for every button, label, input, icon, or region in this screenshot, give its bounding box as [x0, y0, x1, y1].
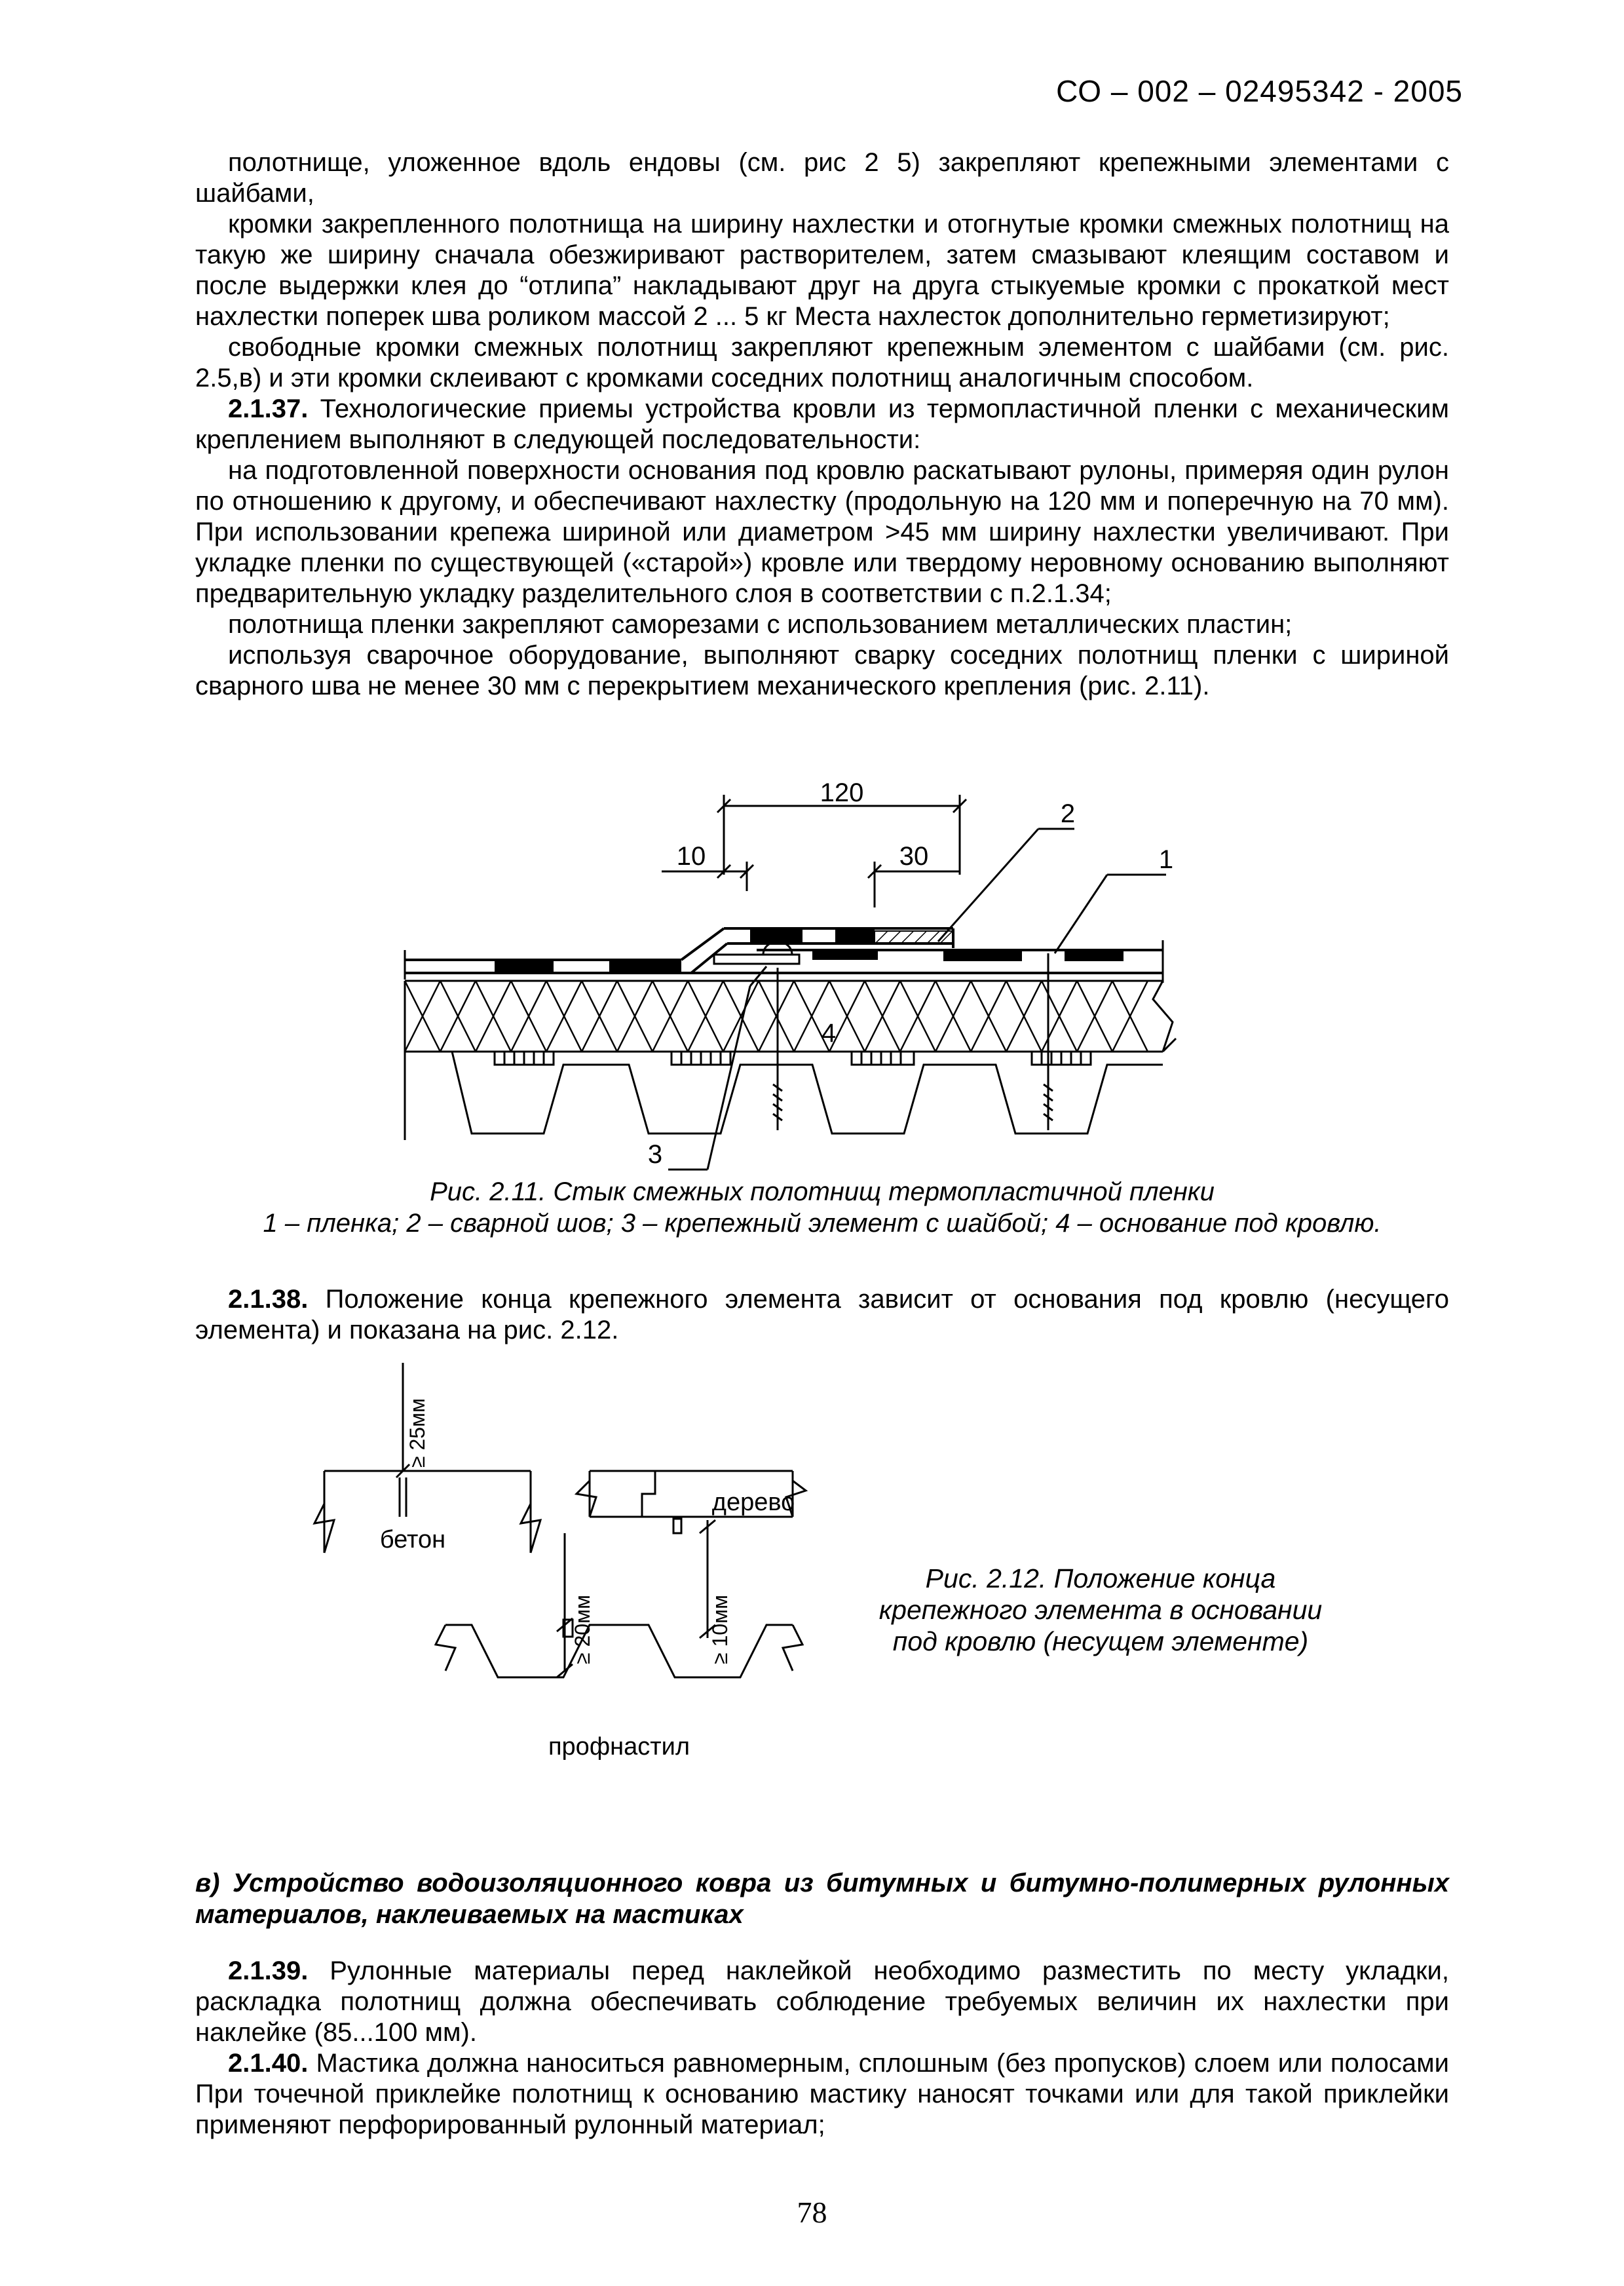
figure-2-11-title: Рис. 2.11. Стык смежных полотнищ термопластичной пленки: [430, 1177, 1215, 1206]
paragraph: полотнища пленки закрепляют саморезами с использованием металлических пластин;: [228, 610, 1293, 639]
body-text-block-1: [195, 147, 1449, 702]
paragraph-2-1-37: [195, 394, 1449, 455]
paragraph: на подготовленной поверхности основания под кровлю раскатывают рулоны, примеряя один рулон по отношению к другому, и обеспечивают нахлестку (продольную на 120 мм и поперечную на 70 мм). При использовании крепежа шириной или диаметром >45 мм ширину нахлестки увеличивают. При укладке пленки по существующей («старой») кровле или твердому неровному основанию выполняют предварительную укладку разделительного слоя в соответствии с п.2.1.34;: [195, 456, 1449, 608]
profiled-sheet-label: профнастил: [548, 1733, 690, 1761]
clause-number: 2.1.39.: [228, 1956, 309, 1985]
wood-label: дерево: [711, 1489, 795, 1516]
clause-number: 2.1.37.: [228, 394, 309, 423]
figure-2-12-caption: Рис. 2.12. Положение конца крепежного элемента в основании под кровлю (несущем элементе): [878, 1563, 1323, 1656]
dimension-20mm-label: ≥ 20мм: [571, 1594, 594, 1664]
callout-2-label: 2: [1060, 799, 1076, 828]
paragraph-2-1-39: [195, 1956, 1449, 2048]
figure-2-11-caption: [195, 1176, 1449, 1239]
section-v-heading: в) Устройство водоизоляционного ковра из битумных и битумно-полимерных рулонных материалов, наклеиваемых на мастиках: [195, 1869, 1449, 1929]
body-text-block-2: [195, 1284, 1449, 1346]
paragraph: кромки закрепленного полотнища на ширину нахлестки и отогнутые кромки смежных полотнищ на такую же ширину сначала обезжиривают растворителем, затем смазывают клеящим составом и после выдержки клея до “отлипа” накладывают друг на друга стыкуемые кромки с прокаткой мест нахлестки поперек шва роликом массой 2 ... 5 кг Места нахлесток дополнительно герметизируют;: [195, 210, 1449, 331]
paragraph-2-1-40: [195, 2048, 1449, 2141]
clause-text: Рулонные материалы перед наклейкой необходимо разместить по месту укладки, раскладка полотнищ должна обеспечивать соблюдение требуемых величин их нахлестки при наклейке (85...100 мм).: [195, 1956, 1449, 2047]
body-text-block-3: [195, 1956, 1449, 2141]
dimension-10mm-label: ≥ 10мм: [708, 1594, 732, 1664]
paragraph-2-1-38: [195, 1284, 1449, 1346]
dimension-30-label: 30: [899, 842, 929, 871]
callout-3-label: 3: [647, 1140, 663, 1169]
figure-2-11-legend: 1 – пленка; 2 – сварной шов; 3 – крепежный элемент с шайбой; 4 – основание под кровлю.: [263, 1209, 1382, 1238]
clause-text: Положение конца крепежного элемента зависит от основания под кровлю (несущего элемента) и показана на рис. 2.12.: [195, 1285, 1449, 1344]
clause-text: Мастика должна наноситься равномерным, сплошным (без пропусков) слоем или полосами При точечной приклейке полотнищ к основанию мастику наносят точками или для такой приклейки применяют перфорированный рулонный материал;: [195, 2049, 1449, 2139]
callout-1-label: 1: [1158, 845, 1174, 874]
callout-4-label: 4: [821, 1019, 837, 1048]
page-number: 78: [797, 2196, 827, 2229]
clause-number: 2.1.38.: [228, 1285, 309, 1314]
paragraph: полотнище, уложенное вдоль ендовы (см. рис 2 5) закрепляют крепежными элементами с шайбами,: [195, 148, 1449, 208]
dimension-10-label: 10: [676, 842, 706, 871]
paragraph: свободные кромки смежных полотнищ закрепляют крепежным элементом с шайбами (см. рис. 2.5,в) и эти кромки склеивают с кромками соседних полотнищ аналогичным способом.: [195, 333, 1449, 392]
figure-2-11-drawing: [393, 776, 1192, 1170]
clause-text: Технологические приемы устройства кровли из термопластичной пленки с механическим креплением выполняют в следующей последовательности:: [195, 394, 1449, 454]
figure-2-12-drawing: [308, 1363, 832, 1761]
clause-number: 2.1.40.: [228, 2049, 309, 2078]
dimension-25mm-label: ≥ 25мм: [406, 1398, 429, 1468]
document-code-header: СО – 002 – 02495342 - 2005: [1056, 74, 1463, 108]
concrete-label: бетон: [379, 1526, 446, 1553]
paragraph: используя сварочное оборудование, выполняют сварку соседних полотнищ пленки с шириной сварного шва не менее 30 мм с перекрытием механического крепления (рис. 2.11).: [195, 641, 1449, 700]
dimension-120-label: 120: [820, 778, 864, 807]
